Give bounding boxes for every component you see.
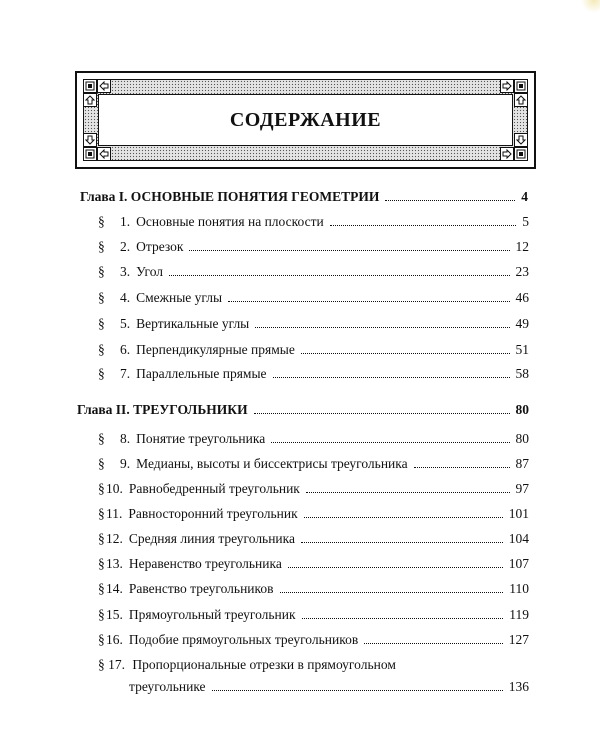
section-number: 11.: [106, 506, 123, 521]
dot-leader: [280, 592, 504, 593]
section-number: 16.: [106, 632, 123, 647]
section-sign: §: [98, 531, 105, 546]
section-sign: §: [98, 657, 105, 672]
toc-section-5[interactable]: [98, 316, 529, 332]
section-sign: §: [98, 632, 105, 647]
section-title: Неравенство треугольника: [128, 556, 282, 571]
section-sign: §: [98, 239, 105, 254]
section-title: Смежные углы: [136, 290, 223, 305]
section-number: 2.: [120, 239, 131, 254]
section-sign: §: [98, 431, 105, 446]
dot-leader: [304, 517, 503, 518]
dot-leader: [228, 301, 509, 302]
toc-section-10[interactable]: [98, 481, 529, 497]
section-title: Средняя линия треугольника: [128, 531, 296, 546]
page-number: 127: [508, 632, 529, 647]
dot-leader: [414, 467, 510, 468]
dot-leader: [306, 492, 510, 493]
section-number: 13.: [106, 556, 123, 571]
dot-leader: [212, 690, 503, 691]
section-title-continued: треугольнике: [129, 679, 206, 694]
toc-section-15[interactable]: [98, 607, 529, 623]
page-number: 12: [515, 239, 529, 254]
section-number: 8.: [120, 431, 131, 446]
page-number: 101: [508, 506, 529, 521]
section-title: Понятие треугольника: [136, 431, 266, 446]
toc-section-17[interactable]: [98, 657, 396, 673]
dot-leader: [288, 567, 503, 568]
section-title: Равносторонний треугольник: [128, 506, 298, 521]
toc-section-17-continued[interactable]: [129, 679, 529, 695]
section-number: 12.: [106, 531, 123, 546]
toc-chapter-2[interactable]: [77, 402, 529, 418]
page-number: 97: [515, 481, 529, 496]
page-number: 5: [522, 214, 529, 229]
section-number: 10.: [106, 481, 123, 496]
page-number: 23: [515, 264, 529, 279]
page-title: СОДЕРЖАНИЕ: [229, 109, 382, 131]
chapter-title: Глава I. ОСНОВНЫЕ ПОНЯТИЯ ГЕОМЕТРИИ: [80, 189, 380, 204]
toc-section-4[interactable]: [98, 290, 529, 306]
section-number: 9.: [120, 456, 131, 471]
toc-section-1[interactable]: [98, 214, 529, 230]
section-number: 4.: [120, 290, 131, 305]
toc-section-13[interactable]: [98, 556, 529, 572]
section-title: Параллельные прямые: [136, 366, 267, 381]
dot-leader: [364, 643, 503, 644]
page-number: 4: [521, 189, 528, 204]
toc-section-16[interactable]: [98, 632, 529, 648]
dot-leader: [255, 327, 509, 328]
section-number: 7.: [120, 366, 131, 381]
page-number: 80: [515, 431, 529, 446]
toc-section-7[interactable]: [98, 366, 529, 382]
toc-section-11[interactable]: [98, 506, 529, 522]
section-number: 15.: [106, 607, 123, 622]
section-number: 6.: [120, 342, 131, 357]
page-number: 110: [509, 581, 529, 596]
section-number: 17.: [108, 657, 125, 672]
section-sign: §: [98, 264, 105, 279]
section-sign: §: [98, 316, 105, 331]
section-title: Вертикальные углы: [136, 316, 250, 331]
section-title: Угол: [136, 264, 164, 279]
section-title: Перпендикулярные прямые: [136, 342, 295, 357]
toc-section-8[interactable]: [98, 431, 529, 447]
toc-section-6[interactable]: [98, 342, 529, 358]
page-number: 49: [515, 316, 529, 331]
toc-section-2[interactable]: [98, 239, 529, 255]
section-title: Основные понятия на плоскости: [136, 214, 324, 229]
dot-leader: [301, 542, 503, 543]
page-number: 80: [515, 402, 529, 417]
section-sign: §: [98, 581, 105, 596]
section-sign: §: [98, 342, 105, 357]
page-number: 104: [508, 531, 529, 546]
section-title: Медианы, высоты и биссектрисы треугольника: [136, 456, 408, 471]
page-number: 136: [508, 679, 529, 694]
page-number: 46: [515, 290, 529, 305]
section-number: 14.: [106, 581, 123, 596]
section-title: Прямоугольный треугольник: [128, 607, 296, 622]
section-sign: §: [98, 214, 105, 229]
section-title: Пропорциональные отрезки в прямоугольном: [132, 657, 396, 672]
section-sign: §: [98, 481, 105, 496]
section-sign: §: [98, 366, 105, 381]
dot-leader: [385, 200, 515, 201]
dot-leader: [189, 250, 509, 251]
section-title: Отрезок: [136, 239, 184, 254]
chapter-title: Глава II. ТРЕУГОЛЬНИКИ: [77, 402, 248, 417]
section-sign: §: [98, 456, 105, 471]
dot-leader: [301, 353, 510, 354]
toc-section-12[interactable]: [98, 531, 529, 547]
dot-leader: [302, 618, 504, 619]
section-number: 5.: [120, 316, 131, 331]
section-sign: §: [98, 506, 105, 521]
page-number: 58: [515, 366, 529, 381]
toc-section-9[interactable]: [98, 456, 529, 472]
section-sign: §: [98, 556, 105, 571]
section-title: Равенство треугольников: [128, 581, 274, 596]
section-title: Равнобедренный треугольник: [128, 481, 300, 496]
dot-leader: [169, 275, 509, 276]
page-number: 51: [515, 342, 529, 357]
dot-leader: [254, 413, 510, 414]
page-number: 119: [509, 607, 529, 622]
page-number: 107: [508, 556, 529, 571]
page-number: 87: [515, 456, 529, 471]
toc-section-14[interactable]: [98, 581, 529, 597]
toc-chapter-1[interactable]: [80, 189, 528, 205]
section-title: Подобие прямоугольных треугольников: [128, 632, 359, 647]
section-number: 1.: [120, 214, 131, 229]
section-number: 3.: [120, 264, 131, 279]
toc-section-3[interactable]: [98, 264, 529, 280]
section-sign: §: [98, 607, 105, 622]
dot-leader: [271, 442, 509, 443]
section-sign: §: [98, 290, 105, 305]
dot-leader: [330, 225, 517, 226]
dot-leader: [273, 377, 510, 378]
